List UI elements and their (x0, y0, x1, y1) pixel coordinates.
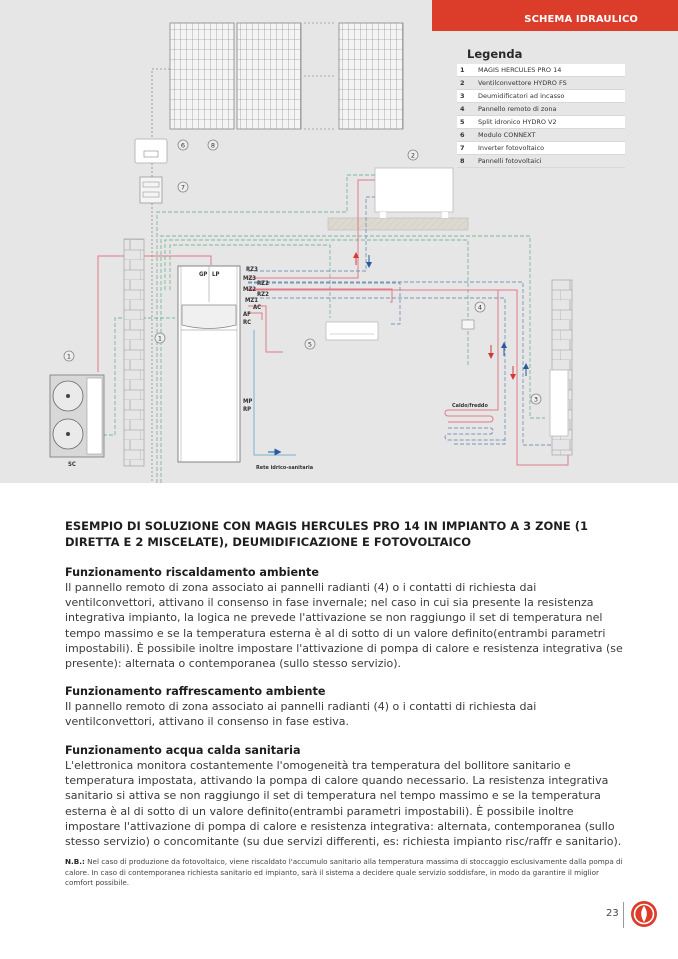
legend-item: 4 Pannello remoto di zona (457, 103, 625, 116)
water-network-line (254, 330, 296, 455)
hydro-split-unit (326, 322, 378, 340)
section-dhw (65, 744, 625, 849)
label-rz2-a: RZ2 (257, 280, 269, 287)
section-body: L'elettronica monitora costantemente l'omogeneità tra temperatura del bollitore sanitario e temperatura impostata, attivando la pompa di calore quando necessario. La resistenza integrativa sanitario si attiva se non raggiungo il set di temperatura nel tempo massimo e se la temperatura esterna è al di sotto di un valore definito(entrambi parametri impostabili). È possibile inoltre impostare l'attivazione di pompa di calore e resistenza integrativa: alternata, contemporanea (sullo stesso servizio) o concomitante (su due servizi differenti, es: richiesta impianto risc/raffr e sanitario). (65, 759, 622, 849)
label-ac: AC (253, 304, 262, 311)
callout-7: 6 (180, 141, 186, 150)
floor-heating-coil (445, 410, 505, 440)
callout-6: 7 (180, 183, 186, 192)
fan-coil-unit (375, 168, 453, 212)
callout-5: 5 (307, 340, 313, 349)
legend-item: 1 MAGIS HERCULES PRO 14 (457, 64, 625, 77)
callout-1-outdoor: 1 (66, 352, 72, 361)
label-mz3: MZ3 (243, 275, 257, 282)
page-title: ESEMPIO DI SOLUZIONE CON MAGIS HERCULES PRO 14 IN IMPIANTO A 3 ZONE (1 DIRETTA E 2 MISCELATE), DEUMIDIFICAZIONE E FOTOVOLTAICO (65, 519, 589, 549)
pv-panels (170, 23, 403, 129)
label-rp: RP (243, 406, 252, 413)
legend-item: 2 Ventilconvettore HYDRO FS (457, 77, 625, 90)
floor-heating-label: Caldo/freddo (452, 403, 488, 409)
label-mp: MP (243, 398, 253, 405)
label-rz2-b: RZ2 (257, 291, 269, 298)
section-heading: Funzionamento raffrescamento ambiente (65, 685, 326, 698)
label-mz2: MZ2 (243, 286, 257, 293)
cold-lines (248, 197, 555, 445)
section-heading: Funzionamento acqua calda sanitaria (65, 744, 301, 757)
callout-3: 3 (533, 395, 539, 404)
section-heating (65, 566, 625, 671)
callout-8: 8 (210, 141, 216, 150)
legend-item: 7 Inverter fotovoltaico (457, 142, 625, 155)
water-network-label: Rete idrico-sanitaria (256, 465, 314, 471)
label-sc: SC (68, 461, 76, 468)
label-lp: LP (212, 271, 220, 278)
brand-flame-logo-icon (630, 900, 658, 928)
label-rz3: RZ3 (246, 266, 258, 273)
legend-item: 5 Split idronico HYDRO V2 (457, 116, 625, 129)
legend (457, 47, 625, 168)
footnote (65, 857, 625, 889)
wall-ledge (328, 218, 468, 230)
label-mz1: MZ1 (245, 297, 259, 304)
note-label: N.B.: (65, 857, 85, 866)
label-gp: GP (199, 271, 208, 278)
callout-4: 4 (477, 303, 483, 312)
section-heading: Funzionamento riscaldamento ambiente (65, 566, 319, 579)
section-body: Il pannello remoto di zona associato ai pannelli radianti (4) o i contatti di richiesta dai ventilconvettori, attivano il consenso in fase estiva. (65, 700, 537, 729)
callout-2: 2 (410, 151, 416, 160)
indoor-unit (178, 266, 240, 462)
footer-divider (623, 902, 624, 928)
wall-left (124, 239, 144, 466)
page-number: 23 (606, 908, 619, 919)
pv-panel (170, 23, 234, 129)
section-label: SCHEMA IDRAULICO (524, 14, 638, 25)
pv-panel (237, 23, 301, 129)
section-cooling (65, 685, 625, 729)
dehumidifier-unit (550, 370, 568, 436)
section-body: Il pannello remoto di zona associato ai pannelli radianti (4) o i contatti di richiesta dai ventilconvettori, attivano il consenso in fase invernale; nel caso in cui sia presente la resistenza integrativa impianto, la logica ne prevede l'attivazione se non raggiungo il set di temperatura nel tempo massimo e se la temperatura esterna è al di sotto di un valore definito(entrambi parametri impostabili). È possibile inoltre impostare l'attivazione di pompa di calore e resistenza integrativa (se presente): alternata o contemporanea (sullo stesso servizio). (65, 581, 623, 671)
connext-module (140, 177, 162, 203)
note-text: Nel caso di produzione da fotovoltaico, viene riscaldato l'accumulo sanitario alla temperatura massima di stoccaggio esclusivamente dalla pompa di calore. In caso di contemporanea richiesta sanitario ed impianto, sarà il sistema a decidere quale servizio soddisfare, in modo da garantire il miglior comfort possibile. (65, 857, 623, 887)
zone-remote-panel (462, 320, 474, 329)
pv-panel (339, 23, 403, 129)
legend-item: 8 Pannelli fotovoltaici (457, 155, 625, 168)
label-af: AF (243, 311, 251, 318)
label-rc: RC (243, 319, 252, 326)
legend-item: 3 Deumidificatori ad incasso (457, 90, 625, 103)
legend-item: 6 Modulo CONNEXT (457, 129, 625, 142)
outdoor-unit (50, 375, 104, 457)
callout-1-indoor: 1 (157, 334, 163, 343)
signal-lines (103, 175, 545, 483)
legend-title: Legenda (467, 47, 523, 61)
